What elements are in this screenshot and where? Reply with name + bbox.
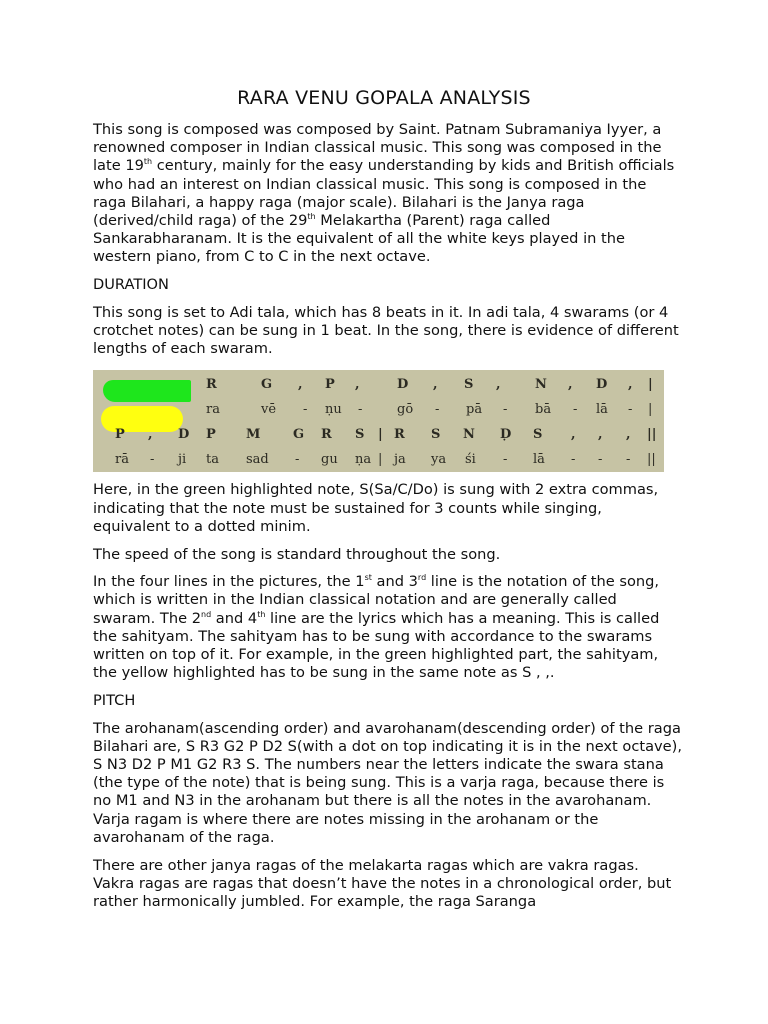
notation-token: , (148, 427, 153, 443)
paragraph-duration: This song is set to Adi tala, which has 8 beats in it. In adi tala, 4 swarams (or 4 crotchet notes) can be sung in 1 beat. In the song, there is evidence of different lengths of each swaram. (93, 303, 679, 358)
superscript: th (307, 212, 316, 222)
notation-token: | (378, 427, 383, 443)
notation-token: , (626, 427, 631, 443)
notation-token: śi (465, 452, 476, 468)
notation-token: | (648, 402, 653, 418)
notation-token: ra (206, 402, 220, 418)
notation-token: R (206, 377, 217, 393)
notation-token: Ḍ (500, 427, 512, 443)
paragraph-speed: The speed of the song is standard throughout the song. (93, 545, 501, 563)
notation-token: gu (321, 452, 338, 468)
notation-token: , (496, 377, 501, 393)
notation-token: , (355, 377, 360, 393)
text-run: and 3 (371, 573, 418, 591)
notation-token: D (178, 427, 190, 443)
notation-token: - (571, 452, 576, 468)
notation-token: - (435, 402, 440, 418)
text-run: In the four lines in the pictures, the 1 (93, 573, 365, 591)
superscript: rd (417, 573, 427, 583)
notation-token: G (293, 427, 305, 443)
notation-token: , (433, 377, 438, 393)
notation-token: ṇu (325, 402, 342, 418)
notation-token: P (206, 427, 216, 443)
paragraph-arohanam: The arohanam(ascending order) and avarohanam(descending order) of the raga Bilahari are, S R3 G2 P D2 S(with a dot on top indicating it is in the next octave), S N3 D2 P M1 G2 R3 S. The numbers near the letters indicate the swara stana (the type of the note) that is being sung. This is a varja raga, because there is no M1 and N3 in the arohanam but there is all the notes in the avarohanam. Varja ragam is where there are notes missing in the arohanam or the avarohanam of the raga. (93, 719, 682, 846)
notation-token: rā (115, 452, 129, 468)
notation-token: lā (533, 452, 545, 468)
text-run: and 4 (211, 609, 258, 627)
text-run: This song is composed was composed by Saint. Patnam Subramaniya Iyyer, a renowned composer in Indian classical music. This song was composed in the late 19 (93, 121, 662, 175)
document-body (93, 121, 683, 921)
notation-token: , (568, 377, 573, 393)
notation-token: - (503, 402, 508, 418)
notation-token: N (463, 427, 475, 443)
text-run: Melakartha (Parent) raga called Sankarabharanam. It is the equivalent of all the white keys played in the western piano, from C to C in the next octave. (93, 212, 625, 266)
notation-token: gō (397, 402, 414, 418)
notation-token: ta (206, 452, 219, 468)
notation-token: P (325, 377, 335, 393)
superscript: th (143, 157, 153, 167)
paragraph-lines (93, 573, 683, 682)
paragraph-green-note: Here, in the green highlighted note, S(Sa/C/Do) is sung with 2 extra commas, indicating that the note must be sustained for 3 counts while singing, equivalent to a dotted minim. (93, 481, 659, 535)
notation-token: R (394, 427, 405, 443)
notation-row-1 (93, 372, 664, 396)
paragraph-vakra: There are other janya ragas of the melakarta ragas which are vakra ragas. Vakra ragas are ragas that doesn’t have the notes in a chronological order, but rather harmonically jumbled. For example, the raga Saranga (93, 856, 672, 910)
document-title: RARA VENU GOPALA ANALYSIS (237, 87, 531, 109)
notation-token: bā (535, 402, 552, 418)
notation-token: pā (466, 402, 483, 418)
paragraph-intro (93, 121, 683, 267)
notation-token: , (571, 427, 576, 443)
notation-token: M (246, 427, 261, 443)
notation-token: S (533, 427, 543, 443)
heading-duration: DURATION (93, 276, 169, 294)
notation-token: , (598, 427, 603, 443)
notation-token: ji (178, 452, 187, 468)
notation-token: - (303, 402, 308, 418)
notation-token: || (647, 452, 656, 468)
notation-token: S (464, 377, 474, 393)
notation-token: , (628, 377, 633, 393)
text-run: line are the lyrics which has a meaning. This is called the sahityam. The sahityam has to be sung with accordance to the swarams written on top of it. For example, in the green highlighted part, the sahityam, the yellow highlighted has to be sung in the same note as S , ,. (93, 609, 660, 682)
heading-pitch: PITCH (93, 691, 136, 709)
notation-token: N (535, 377, 547, 393)
notation-token: S (355, 427, 365, 443)
notation-token: vē (261, 402, 277, 418)
notation-token: - (598, 452, 603, 468)
notation-token: ja (394, 452, 406, 468)
notation-token: R (321, 427, 332, 443)
notation-token: || (647, 427, 657, 443)
text-run: century, mainly for the easy understanding by kids and British officials who had an interest on Indian classical music. This song is composed in the raga Bilahari, a happy raga (major scale). Bilahari is the Janya raga (derived/child raga) of the 29 (93, 157, 675, 230)
notation-token: - (150, 452, 155, 468)
notation-token: P (115, 427, 125, 443)
notation-token: D (596, 377, 608, 393)
notation-token: sad (246, 452, 269, 468)
notation-token: - (573, 402, 578, 418)
notation-token: - (503, 452, 508, 468)
notation-token: | (648, 377, 653, 393)
notation-row-4 (93, 447, 664, 471)
notation-token: | (378, 452, 383, 468)
text-run: line is the notation of the song, which is written in the Indian classical notation and are generally called swaram. The 2 (93, 573, 660, 627)
notation-image (93, 370, 664, 472)
notation-token: - (358, 402, 363, 418)
notation-token: - (628, 402, 633, 418)
notation-token: - (626, 452, 631, 468)
notation-token: S (431, 427, 441, 443)
notation-token: ṇa (355, 452, 372, 468)
notation-token: ya (431, 452, 447, 468)
notation-token: D (397, 377, 409, 393)
notation-token: , (298, 377, 303, 393)
notation-row-2 (93, 397, 664, 421)
notation-row-3 (93, 422, 664, 446)
superscript: th (257, 609, 266, 619)
notation-token: lā (596, 402, 608, 418)
superscript: nd (201, 609, 212, 619)
superscript: st (364, 573, 372, 583)
notation-token: - (295, 452, 300, 468)
notation-token: G (261, 377, 273, 393)
